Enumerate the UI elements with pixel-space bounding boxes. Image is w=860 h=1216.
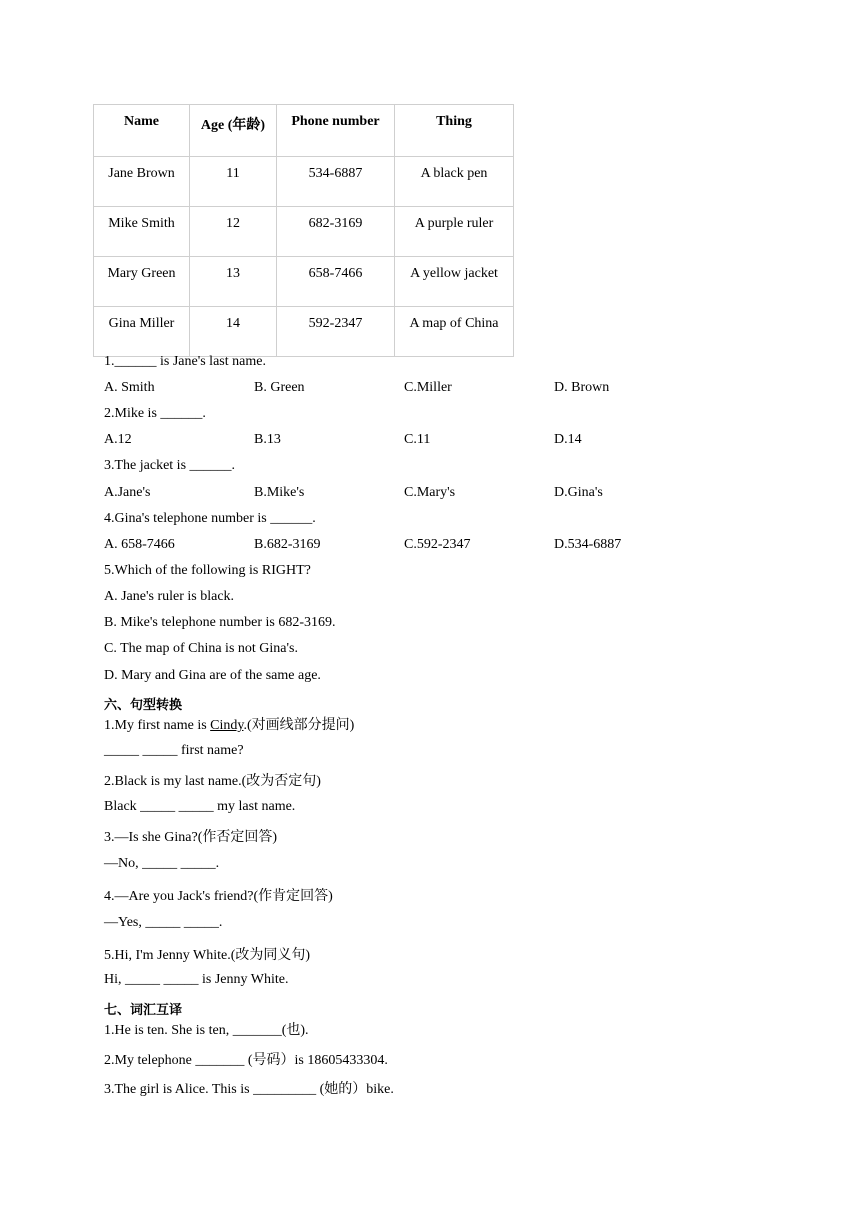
table-row	[94, 307, 514, 357]
table-cell: 534-6887	[277, 157, 395, 207]
table-row	[94, 207, 514, 257]
table-cell: 11	[190, 157, 277, 207]
sentence-1-answer: _____ _____ first name?	[104, 743, 244, 758]
question-1-options	[104, 380, 704, 398]
option-c: C.Mary's	[404, 485, 456, 500]
vocab-3: 3.The girl is Alice. This is _________ (她的）bike.	[104, 1082, 394, 1097]
option-d: D. Brown	[554, 380, 610, 395]
header-cell: Name	[94, 105, 190, 157]
option-d: D.Gina's	[554, 485, 603, 500]
question-3: 3.The jacket is ______.	[104, 458, 236, 473]
table-cell: Mike Smith	[94, 207, 190, 257]
option-c: C.592-2347	[404, 537, 471, 552]
question-2-options	[104, 432, 704, 450]
question-5-option-d: D. Mary and Gina are of the same age.	[104, 668, 321, 683]
header-cell: Age (年龄)	[190, 105, 277, 157]
table-header-row	[94, 105, 514, 157]
option-b: B.13	[254, 432, 281, 447]
vocab-2: 2.My telephone _______ (号码）is 18605433304.	[104, 1053, 388, 1068]
sentence-4: 4.—Are you Jack's friend?(作肯定回答)	[104, 889, 333, 904]
option-d: D.534-6887	[554, 537, 622, 552]
table-cell: 12	[190, 207, 277, 257]
option-a: A.12	[104, 432, 132, 447]
table-cell: 13	[190, 257, 277, 307]
question-5-option-c: C. The map of China is not Gina's.	[104, 641, 298, 656]
question-5: 5.Which of the following is RIGHT?	[104, 563, 311, 578]
section-6-heading: 六、句型转换	[104, 698, 183, 713]
table-row	[94, 257, 514, 307]
sentence-2: 2.Black is my last name.(改为否定句)	[104, 774, 321, 789]
option-b: B.Mike's	[254, 485, 305, 500]
sentence-4-answer: —Yes, _____ _____.	[104, 915, 223, 930]
table-cell: Jane Brown	[94, 157, 190, 207]
sentence-5-answer: Hi, _____ _____ is Jenny White.	[104, 972, 289, 987]
option-a: A. 658-7466	[104, 537, 175, 552]
option-a: A.Jane's	[104, 485, 151, 500]
sentence-2-answer: Black _____ _____ my last name.	[104, 799, 296, 814]
header-cell: Phone number	[277, 105, 395, 157]
option-b: B.682-3169	[254, 537, 321, 552]
header-cell: Thing	[395, 105, 514, 157]
question-5-option-b: B. Mike's telephone number is 682-3169.	[104, 615, 336, 630]
option-b: B. Green	[254, 380, 305, 395]
table-cell: A yellow jacket	[395, 257, 514, 307]
sentence-1	[104, 714, 354, 734]
sentence-5: 5.Hi, I'm Jenny White.(改为同义句)	[104, 948, 311, 963]
question-4: 4.Gina's telephone number is ______.	[104, 511, 316, 526]
section-7-heading: 七、词汇互译	[104, 1003, 183, 1018]
table-cell: A black pen	[395, 157, 514, 207]
sentence-3-answer: —No, _____ _____.	[104, 856, 220, 871]
table-cell: A map of China	[395, 307, 514, 357]
table-cell: 14	[190, 307, 277, 357]
option-a: A. Smith	[104, 380, 155, 395]
option-c: C.Miller	[404, 380, 452, 395]
info-table	[93, 104, 514, 357]
option-d: D.14	[554, 432, 582, 447]
table-cell: Mary Green	[94, 257, 190, 307]
table-cell: 682-3169	[277, 207, 395, 257]
sentence-1-prefix: 1.My first name is	[104, 718, 211, 733]
question-4-options	[104, 537, 704, 555]
sentence-3: 3.—Is she Gina?(作否定回答)	[104, 830, 278, 845]
table-row	[94, 157, 514, 207]
option-c: C.11	[404, 432, 431, 447]
sentence-1-suffix: .(对画线部分提问)	[243, 718, 355, 733]
question-1: 1.______ is Jane's last name.	[104, 354, 266, 369]
table-cell: Gina Miller	[94, 307, 190, 357]
question-5-option-a: A. Jane's ruler is black.	[104, 589, 235, 604]
underlined-word: Cindy	[210, 718, 244, 733]
table-cell: 592-2347	[277, 307, 395, 357]
table-cell: 658-7466	[277, 257, 395, 307]
question-2: 2.Mike is ______.	[104, 406, 206, 421]
table-cell: A purple ruler	[395, 207, 514, 257]
vocab-1: 1.He is ten. She is ten, _______(也).	[104, 1023, 309, 1038]
question-3-options	[104, 485, 704, 503]
